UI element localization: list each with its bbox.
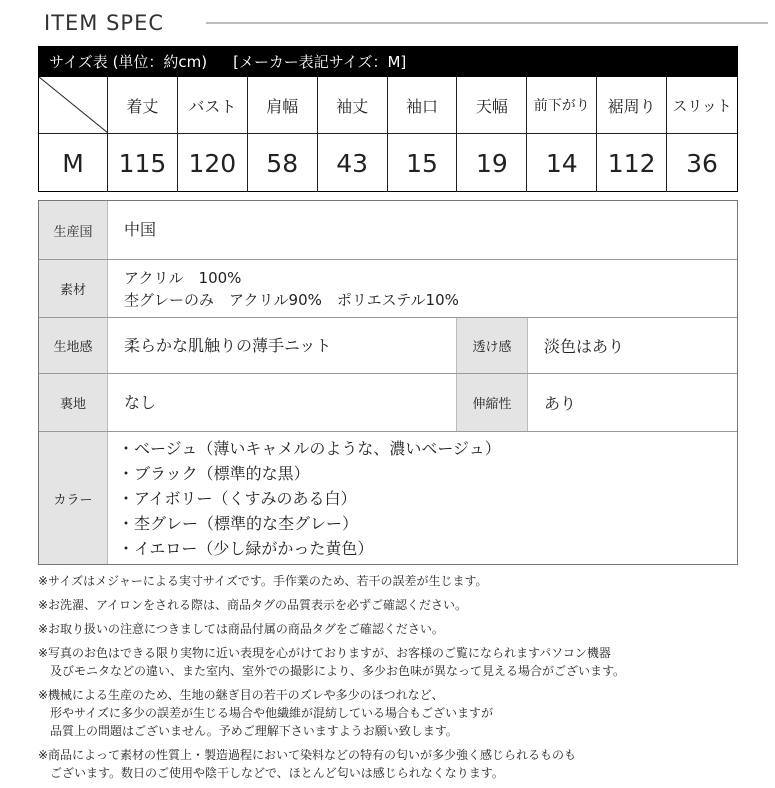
- note: [38, 620, 768, 638]
- note: [38, 572, 768, 590]
- note: [38, 596, 768, 614]
- size-value: 15: [388, 134, 458, 192]
- corner-cell: [39, 77, 108, 133]
- col-header: 袖丈: [318, 77, 388, 133]
- size-value: 112: [597, 134, 667, 192]
- spec-label: 生地感: [39, 318, 108, 373]
- size-value: 36: [686, 148, 718, 178]
- note-line: ※商品によって素材の性質上・製造過程において染料などの特有の匂いが多少強く感じられるものも: [38, 748, 577, 762]
- col-header: 着丈: [108, 77, 178, 133]
- note-line: 形やサイズに多少の誤差が生じる場合や他繊維が混紡している場合もございますが: [38, 706, 494, 720]
- size-value: 19: [457, 134, 527, 192]
- header-divider: [206, 22, 768, 24]
- size-table-caption: サイズ表 (単位：約cm): [49, 53, 208, 71]
- note: [38, 644, 768, 680]
- spec-row-material: [39, 260, 737, 318]
- material-line: アクリル 100%: [124, 268, 242, 287]
- color-item: ・杢グレー（標準的な杢グレー）: [118, 513, 359, 533]
- col-header: スリット: [672, 96, 732, 115]
- spec-row-lining: [39, 374, 737, 432]
- size-value-row: [39, 134, 737, 192]
- size-value: 58: [248, 134, 318, 192]
- material-line: 杢グレーのみ アクリル90% ポリエステル10%: [124, 290, 459, 309]
- spec-value: 柔らかな肌触りの薄手ニット: [124, 335, 332, 355]
- col-header: 肩幅: [248, 77, 318, 133]
- color-item: ・ブラック（標準的な黒）: [118, 463, 310, 483]
- spec-value: [108, 260, 737, 317]
- spec-label: 生産国: [39, 201, 108, 259]
- col-header: 天幅: [457, 77, 527, 133]
- spec-value: 中国: [124, 220, 157, 239]
- size-header-row: [39, 77, 737, 134]
- spec-value: あり: [544, 394, 577, 413]
- note-line: ※お取り扱いの注意につきましては商品付属の商品タグをご確認ください。: [38, 622, 444, 636]
- spec-label: 素材: [39, 260, 108, 317]
- section-header: [40, 6, 768, 42]
- note-line: 及びモニタなどの違い、また室内、室外での撮影により、多少お色味が異なって見える場合がございます。: [38, 664, 626, 678]
- color-item: ・ベージュ（薄いキャメルのような、濃いベージュ）: [118, 438, 501, 458]
- size-table-caption-bar: [39, 47, 737, 77]
- note-line: ※お洗濯、アイロンをされる際は、商品タグの品質表示を必ずご確認ください。: [38, 598, 467, 612]
- spec-label: 伸縮性: [456, 374, 528, 431]
- diagonal-line: [39, 77, 108, 133]
- spec-value: 淡色はあり: [544, 337, 625, 356]
- size-value: 43: [318, 134, 388, 192]
- col-header: バスト: [178, 77, 248, 133]
- note-line: ※機械による生産のため、生地の継ぎ目の若干のズレや多少のほつれなど、: [38, 688, 444, 702]
- color-item: ・イエロー（少し緑がかった黄色）: [118, 538, 374, 558]
- spec-table: [38, 200, 738, 565]
- note-line: ございます。数日のご使用や陰干しなどで、ほとんど匂いは感じられなくなります。: [38, 766, 504, 780]
- spec-label: カラー: [39, 432, 108, 564]
- size-table: [38, 46, 738, 192]
- color-list: [108, 432, 737, 564]
- size-value: 14: [527, 134, 597, 192]
- col-header: 前下がり: [527, 77, 597, 133]
- spec-value: なし: [124, 392, 157, 412]
- maker-size: [メーカー表記サイズ：M]: [233, 53, 407, 71]
- color-item: ・アイボリー（くすみのある白）: [118, 488, 357, 508]
- note-line: ※サイズはメジャーによる実寸サイズです。手作業のため、若干の誤差が生じます。: [38, 574, 488, 588]
- note: [38, 686, 768, 740]
- note: [38, 746, 768, 782]
- size-label: M: [39, 134, 108, 192]
- note-line: 品質上の問題はございません。予めご理解下さいますようお願い致します。: [38, 724, 458, 738]
- spec-label: 透け感: [456, 318, 528, 373]
- notes: [38, 572, 768, 788]
- spec-row-colors: [39, 432, 737, 564]
- note-line: ※写真のお色はできる限り実物に近い表現を心がけておりますが、お客様のご覧になられますパソコン機器: [38, 646, 611, 660]
- spec-row-texture: [39, 318, 737, 374]
- size-value: 120: [178, 134, 248, 192]
- col-header: 袖口: [388, 77, 458, 133]
- spec-row-origin: [39, 201, 737, 260]
- spec-label: 裏地: [39, 374, 108, 431]
- size-value: 115: [108, 134, 178, 192]
- section-title: ITEM SPEC: [44, 11, 165, 35]
- col-header: 裾周り: [597, 77, 667, 133]
